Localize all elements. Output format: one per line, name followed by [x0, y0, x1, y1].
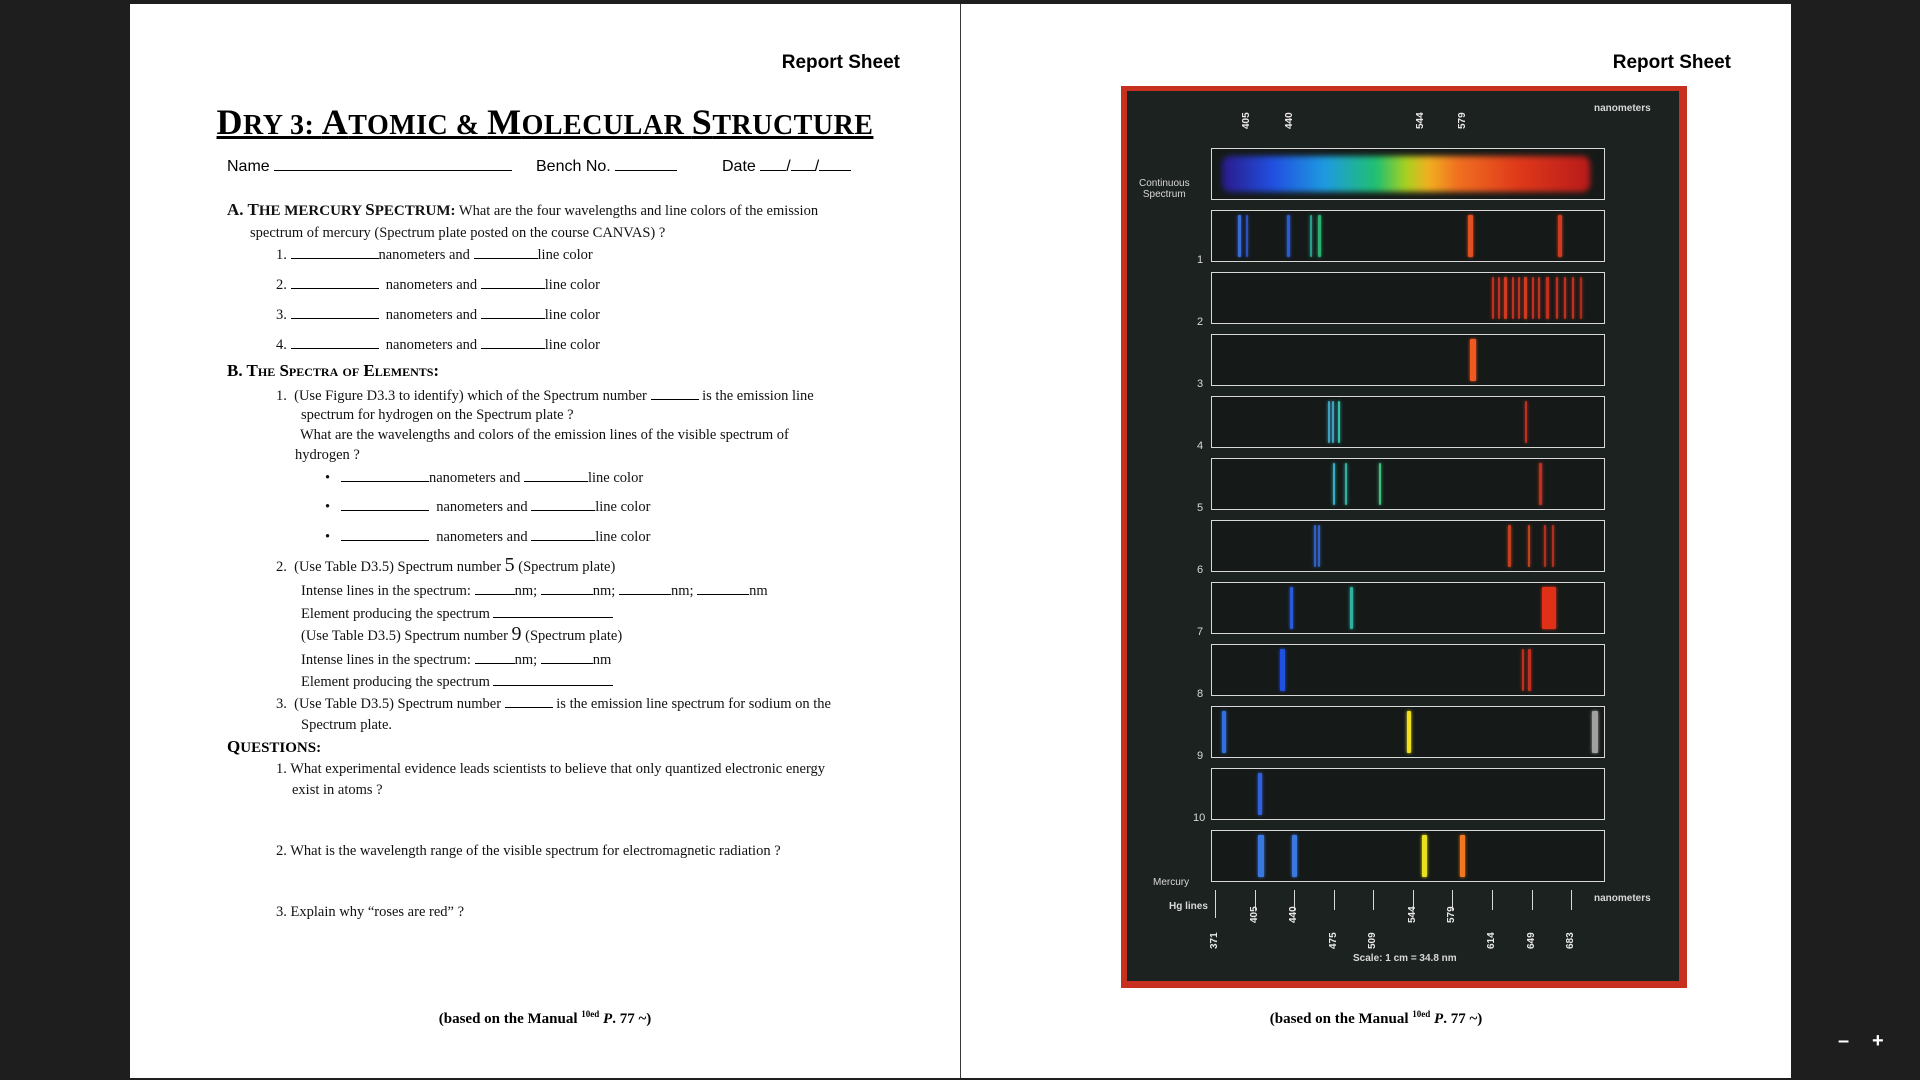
row-number: 2 — [1197, 316, 1204, 328]
zoom-out-button[interactable]: – — [1838, 1030, 1850, 1052]
emission-line — [1280, 649, 1285, 691]
bottom-tick-label: 649 — [1526, 932, 1537, 949]
emission-line — [1328, 401, 1330, 443]
emission-line — [1518, 277, 1520, 319]
emission-line — [1546, 277, 1549, 319]
emission-line — [1470, 339, 1476, 381]
page-footer: (based on the Manual $^{10ed}$ P. 77 ~) — [1269, 1009, 1483, 1027]
emission-line — [1287, 215, 1290, 257]
emission-line — [1222, 711, 1226, 753]
emission-line — [1532, 277, 1534, 319]
b2-intense-lines: Intense lines in the spectrum: nm; nm; nm; nm — [301, 583, 768, 599]
emission-line — [1468, 215, 1473, 257]
emission-line — [1544, 525, 1546, 567]
row-number: 9 — [1197, 750, 1204, 762]
top-tick-label: 579 — [1457, 112, 1468, 129]
element-spectrum-strip — [1211, 768, 1605, 820]
spectrum-plate — [1121, 86, 1687, 988]
bottom-tick-label: 509 — [1367, 932, 1378, 949]
axis-tick — [1492, 890, 1493, 910]
mercury-answer-row: 3. nanometers and line color — [276, 307, 600, 323]
axis-tick — [1532, 890, 1533, 910]
emission-line — [1539, 463, 1542, 505]
emission-line — [1258, 835, 1264, 877]
emission-line — [1564, 277, 1566, 319]
emission-line — [1332, 401, 1334, 443]
emission-line — [1246, 215, 1248, 257]
emission-line — [1338, 401, 1340, 443]
emission-line — [1572, 277, 1574, 319]
hydrogen-answer-row: • nanometers and line color — [325, 470, 644, 486]
mercury-label: Mercury — [1153, 877, 1190, 888]
emission-line — [1292, 835, 1297, 877]
element-spectrum-strip — [1211, 396, 1605, 448]
emission-line — [1379, 463, 1381, 505]
element-spectrum-strip — [1211, 334, 1605, 386]
emission-line — [1407, 711, 1411, 753]
questions-title: QUESTIONS: — [227, 737, 322, 756]
emission-line — [1422, 835, 1427, 877]
date-field[interactable]: Date / / — [722, 157, 851, 176]
emission-line — [1258, 773, 1262, 815]
bottom-tick-label: 544 — [1407, 906, 1418, 923]
emission-line — [1508, 525, 1511, 567]
mercury-spectrum-strip — [1211, 830, 1605, 882]
emission-line — [1318, 525, 1320, 567]
continuous-spectrum-band — [1222, 156, 1590, 192]
emission-line — [1580, 277, 1582, 319]
bottom-tick-label: 371 — [1209, 932, 1220, 949]
b3-question: 3. (Use Table D3.5) Spectrum number is the emission line spectrum for sodium on the — [276, 696, 831, 712]
bottom-tick-label: 405 — [1249, 906, 1260, 923]
top-tick-label: 440 — [1284, 112, 1295, 129]
zoom-in-button[interactable]: + — [1872, 1030, 1884, 1052]
emission-line — [1460, 835, 1465, 877]
hydrogen-answer-row: • nanometers and line color — [325, 529, 651, 545]
element-spectrum-strip — [1211, 458, 1605, 510]
emission-line — [1333, 463, 1335, 505]
emission-line — [1538, 277, 1540, 319]
row-number: 8 — [1197, 688, 1204, 700]
row-number: 5 — [1197, 502, 1204, 514]
emission-line — [1350, 587, 1353, 629]
emission-line — [1504, 277, 1507, 319]
emission-line — [1290, 587, 1293, 629]
row-number: 7 — [1197, 626, 1204, 638]
emission-line — [1238, 215, 1241, 257]
scale-label: Scale: 1 cm = 34.8 nm — [1353, 953, 1457, 964]
continuous-spectrum-label: Continuous Spectrum — [1139, 178, 1190, 200]
bottom-tick-label: 614 — [1486, 932, 1497, 949]
element-spectrum-strip — [1211, 644, 1605, 696]
question-1-line2: exist in atoms ? — [292, 782, 383, 798]
b2-element: Element producing the spectrum — [301, 604, 613, 623]
report-sheet-header: Report Sheet — [1612, 52, 1731, 73]
hg-lines-label: Hg lines — [1169, 901, 1208, 912]
element-spectrum-strip — [1211, 706, 1605, 758]
b1-question-line3: What are the wavelengths and colors of the emission lines of the visible spectrum of — [300, 427, 789, 443]
element-spectrum-strip — [1211, 582, 1605, 634]
row-number: 1 — [1197, 254, 1204, 266]
emission-line — [1498, 277, 1500, 319]
element-spectrum-strip — [1211, 272, 1605, 324]
document-title: DRY 3: ATOMIC & MOLECULAR STRUCTURE — [216, 102, 874, 142]
left-page — [130, 4, 960, 1078]
bottom-unit-label: nanometers — [1594, 893, 1651, 904]
top-unit-label: nanometers — [1594, 103, 1651, 114]
b1-question-line2: spectrum for hydrogen on the Spectrum plate ? — [301, 407, 574, 423]
emission-line — [1558, 215, 1562, 257]
b2-intense-lines-9: Intense lines in the spectrum: nm; nm — [301, 652, 612, 668]
name-field[interactable]: Name — [227, 157, 512, 176]
right-page — [961, 4, 1791, 1078]
bottom-tick-label: 440 — [1288, 906, 1299, 923]
spectrum-plate-background — [1127, 91, 1679, 981]
row-number: 6 — [1197, 564, 1204, 576]
emission-line — [1318, 215, 1321, 257]
axis-tick — [1215, 890, 1216, 918]
continuous-spectrum-strip — [1211, 148, 1605, 200]
emission-line — [1522, 649, 1524, 691]
hydrogen-answer-row: • nanometers and line color — [325, 499, 651, 515]
question-1: 1. What experimental evidence leads scientists to believe that only quantized electronic energy — [276, 761, 826, 777]
b1-question-line4: hydrogen ? — [295, 447, 360, 463]
axis-tick — [1334, 890, 1335, 910]
b3-question-line2: Spectrum plate. — [301, 717, 393, 733]
emission-line — [1525, 401, 1527, 443]
emission-line — [1524, 277, 1527, 319]
top-tick-label: 405 — [1241, 112, 1252, 129]
emission-line — [1345, 463, 1347, 505]
report-sheet-header: Report Sheet — [781, 52, 900, 73]
mercury-answer-row: 2. nanometers and line color — [276, 277, 600, 293]
element-spectrum-strip — [1211, 210, 1605, 262]
bottom-tick-label: 579 — [1446, 906, 1457, 923]
b2-question-9: (Use Table D3.5) Spectrum number 9 (Spectrum plate) — [301, 623, 623, 645]
top-tick-label: 544 — [1415, 112, 1426, 129]
emission-line — [1528, 649, 1531, 691]
bench-field[interactable]: Bench No. — [536, 157, 677, 176]
section-a-question: A. THE MERCURY SPECTRUM: What are the four wavelengths and line colors of the emission — [227, 200, 819, 219]
emission-line — [1512, 277, 1514, 319]
bottom-tick-label: 683 — [1565, 932, 1576, 949]
emission-line — [1492, 277, 1494, 319]
question-2: 2. What is the wavelength range of the visible spectrum for electromagnetic radiation ? — [276, 843, 781, 859]
row-number: 3 — [1197, 378, 1204, 390]
emission-line — [1314, 525, 1316, 567]
emission-line — [1542, 587, 1556, 629]
section-b-title: B. The Spectra of Elements: — [227, 361, 440, 380]
mercury-answer-row: 4. nanometers and line color — [276, 337, 600, 353]
element-spectrum-strip — [1211, 520, 1605, 572]
bottom-tick-label: 475 — [1328, 932, 1339, 949]
row-number: 4 — [1197, 440, 1204, 452]
row-number: 10 — [1193, 812, 1206, 824]
b2-question: 2. (Use Table D3.5) Spectrum number 5 (Spectrum plate) — [276, 554, 616, 576]
page-footer: (based on the Manual $^{10ed}$ P. 77 ~) — [438, 1009, 652, 1027]
question-3: 3. Explain why “roses are red” ? — [276, 904, 465, 920]
emission-line — [1528, 525, 1530, 567]
section-a-question-line2: spectrum of mercury (Spectrum plate posted on the course CANVAS) ? — [250, 225, 666, 241]
emission-line — [1552, 525, 1554, 567]
emission-line — [1310, 215, 1312, 257]
mercury-answer-row: 1. nanometers and line color — [276, 247, 593, 263]
emission-line — [1592, 711, 1598, 753]
b2-element-9: Element producing the spectrum — [301, 672, 613, 691]
axis-tick — [1373, 890, 1374, 910]
axis-tick — [1571, 890, 1572, 910]
emission-line — [1556, 277, 1558, 319]
b1-question: 1. (Use Figure D3.3 to identify) which of the Spectrum number is the emission line — [276, 388, 814, 404]
